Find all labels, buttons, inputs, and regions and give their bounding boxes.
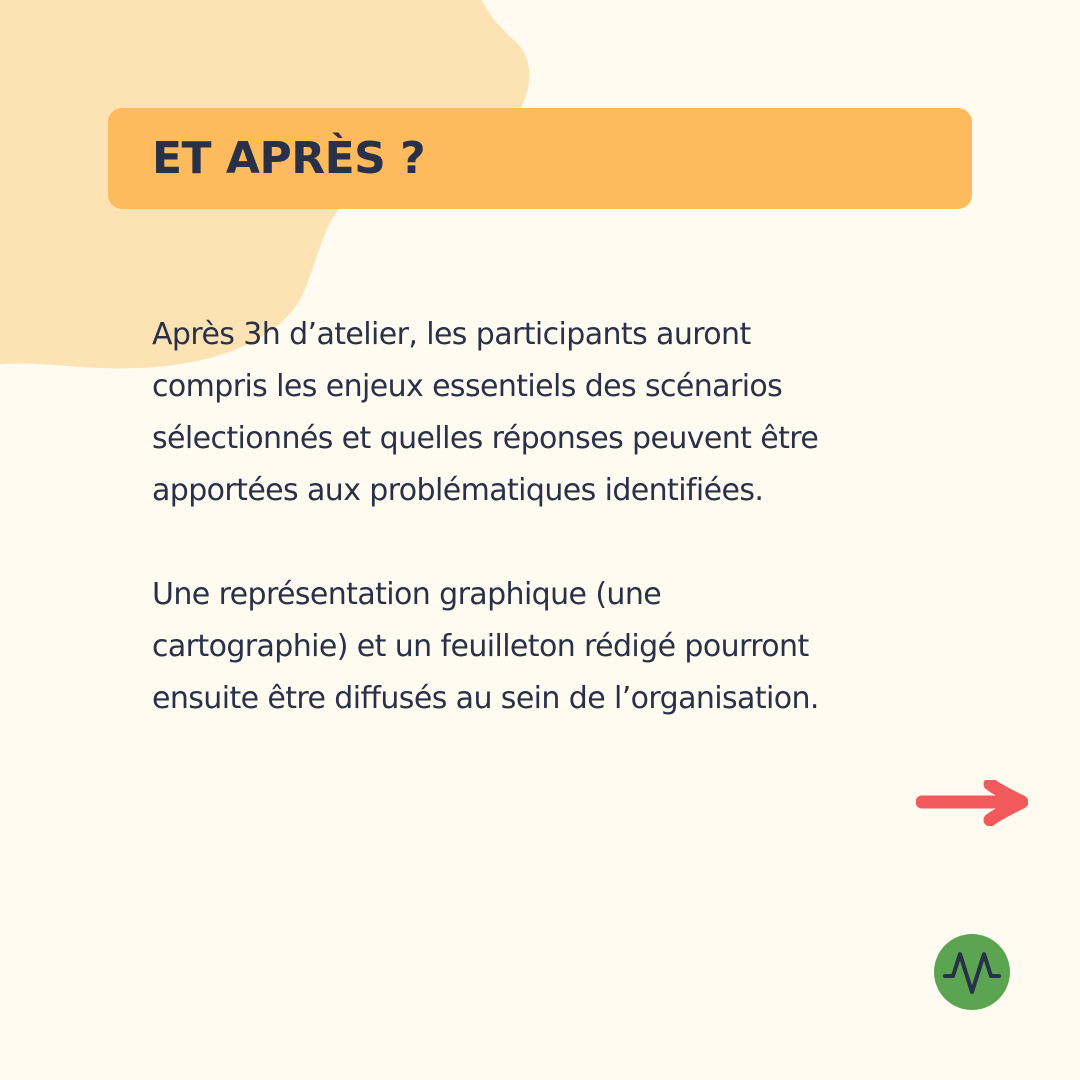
- paragraph-1: Après 3h d’atelier, les participants auront compris les enjeux essentiels des scénarios sélectionnés et quelles réponses peuvent être apportées aux problématiques identifiées.: [152, 317, 819, 508]
- body-text: [152, 309, 852, 725]
- page-title: ET APRÈS ?: [152, 132, 426, 184]
- logo-icon: [932, 932, 1012, 1012]
- title-banner: [108, 108, 972, 209]
- arrow-right-icon[interactable]: [916, 780, 1028, 826]
- paragraph-2: Une représentation graphique (une cartographie) et un feuilleton rédigé pourront ensuite être diffusés au sein de l’organisation.: [152, 577, 819, 716]
